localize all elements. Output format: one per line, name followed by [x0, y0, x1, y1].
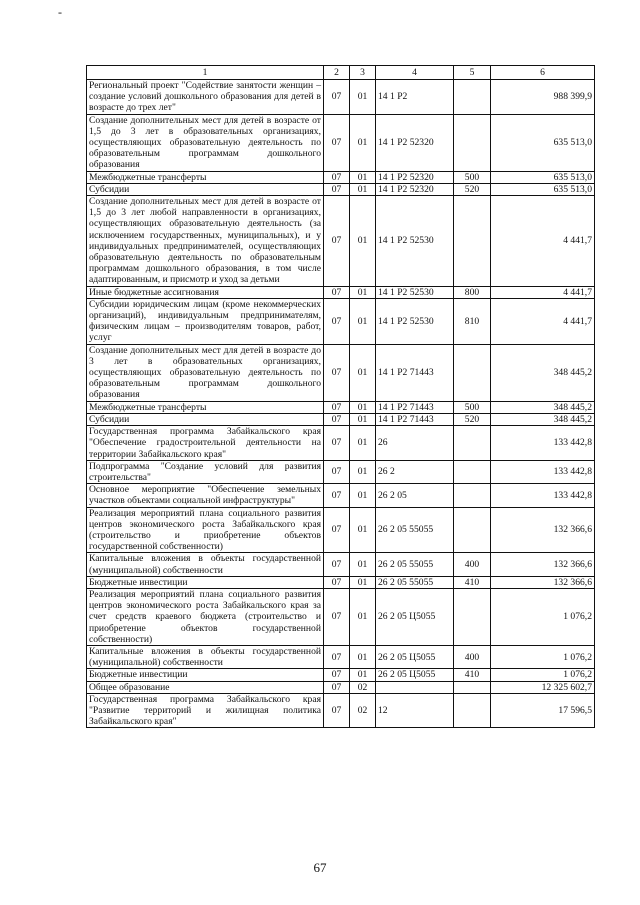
corner-mark: -: [58, 5, 62, 19]
section-code-cell: 07: [324, 401, 350, 413]
header-cell-3: 3: [350, 66, 376, 80]
expense-type-cell: 410: [454, 576, 491, 588]
expense-type-cell: [454, 196, 491, 287]
expense-type-cell: [454, 484, 491, 507]
section-code-cell: 07: [324, 344, 350, 401]
section-code-cell: 07: [324, 681, 350, 693]
row-name-cell: Иные бюджетные ассигнования: [87, 286, 324, 298]
row-name-cell: Субсидии: [87, 413, 324, 425]
row-name-cell: Государственная программа Забайкальского края "Развитие территорий и жилищная политика Забайкальского края": [87, 693, 324, 728]
subsection-code-cell: 01: [350, 460, 376, 483]
expense-type-cell: [454, 588, 491, 645]
section-code-cell: 07: [324, 183, 350, 195]
amount-cell: 133 442,8: [491, 460, 595, 483]
table-row: [87, 80, 595, 115]
row-name-cell: Подпрограмма "Создание условий для развития строительства": [87, 460, 324, 483]
target-article-cell: 12: [376, 693, 454, 728]
amount-cell: 1 076,2: [491, 645, 595, 668]
target-article-cell: 14 1 P2 52320: [376, 183, 454, 195]
expense-type-cell: 500: [454, 171, 491, 183]
row-name-cell: Капитальные вложения в объекты государственной (муниципальной) собственности: [87, 553, 324, 576]
subsection-code-cell: 01: [350, 298, 376, 344]
table-row: [87, 669, 595, 681]
row-name-cell: Создание дополнительных мест для детей в возрасте от 1,5 до 3 лет в образовательных организациях, осуществляющих образовательную деятельность по образовательным программам дошкольного образования: [87, 114, 324, 171]
section-code-cell: 07: [324, 286, 350, 298]
expense-type-cell: [454, 693, 491, 728]
table-row: [87, 183, 595, 195]
expense-type-cell: 520: [454, 183, 491, 195]
amount-cell: 4 441,7: [491, 286, 595, 298]
subsection-code-cell: 01: [350, 80, 376, 115]
amount-cell: 635 513,0: [491, 183, 595, 195]
target-article-cell: 26 2 05 Ц5055: [376, 669, 454, 681]
target-article-cell: 26: [376, 426, 454, 461]
table-row: [87, 298, 595, 344]
target-article-cell: 14 1 P2 71443: [376, 413, 454, 425]
subsection-code-cell: 01: [350, 588, 376, 645]
target-article-cell: 14 1 P2 52530: [376, 196, 454, 287]
amount-cell: 348 445,2: [491, 413, 595, 425]
expense-type-cell: [454, 344, 491, 401]
amount-cell: 12 325 602,7: [491, 681, 595, 693]
target-article-cell: 14 1 P2 52530: [376, 298, 454, 344]
subsection-code-cell: 01: [350, 553, 376, 576]
section-code-cell: 07: [324, 645, 350, 668]
target-article-cell: 14 1 P2 71443: [376, 401, 454, 413]
subsection-code-cell: 01: [350, 114, 376, 171]
expense-type-cell: 500: [454, 401, 491, 413]
subsection-code-cell: 01: [350, 171, 376, 183]
row-name-cell: Государственная программа Забайкальского края "Обеспечение градостроительной деятельности на территории Забайкальского края": [87, 426, 324, 461]
table-row: [87, 413, 595, 425]
section-code-cell: 07: [324, 413, 350, 425]
section-code-cell: 07: [324, 693, 350, 728]
row-name-cell: Межбюджетные трансферты: [87, 401, 324, 413]
table-row: [87, 286, 595, 298]
amount-cell: 1 076,2: [491, 588, 595, 645]
target-article-cell: 14 1 P2 71443: [376, 344, 454, 401]
target-article-cell: 14 1 P2: [376, 80, 454, 115]
subsection-code-cell: 01: [350, 183, 376, 195]
budget-table-body: [87, 66, 595, 728]
amount-cell: 1 076,2: [491, 669, 595, 681]
section-code-cell: 07: [324, 196, 350, 287]
row-name-cell: Субсидии: [87, 183, 324, 195]
amount-cell: 133 442,8: [491, 426, 595, 461]
row-name-cell: Бюджетные инвестиции: [87, 669, 324, 681]
expense-type-cell: 400: [454, 553, 491, 576]
table-row: [87, 484, 595, 507]
table-row: [87, 588, 595, 645]
subsection-code-cell: 02: [350, 693, 376, 728]
header-cell-4: 4: [376, 66, 454, 80]
subsection-code-cell: 01: [350, 645, 376, 668]
target-article-cell: [376, 681, 454, 693]
subsection-code-cell: 01: [350, 413, 376, 425]
target-article-cell: 26 2 05 55055: [376, 576, 454, 588]
row-name-cell: Создание дополнительных мест для детей в возрасте от 1,5 до 3 лет любой направленности в организациях, осуществляющих образовательную деятельность (за исключением государственных, муниципальных), и у индивидуальных предпринимателей, осуществляющих образовательную деятельность по образовательным программам дошкольного образования, в том числе адаптированным, и присмотр и уход за детьми: [87, 196, 324, 287]
amount-cell: 348 445,2: [491, 401, 595, 413]
target-article-cell: 14 1 P2 52320: [376, 114, 454, 171]
row-name-cell: Создание дополнительных мест для детей в возрасте до 3 лет в образовательных организациях, осуществляющих образовательную деятельность по образовательным программам дошкольного образования: [87, 344, 324, 401]
amount-cell: 132 366,6: [491, 576, 595, 588]
section-code-cell: 07: [324, 507, 350, 553]
subsection-code-cell: 01: [350, 286, 376, 298]
amount-cell: 348 445,2: [491, 344, 595, 401]
expense-type-cell: 800: [454, 286, 491, 298]
header-cell-2: 2: [324, 66, 350, 80]
amount-cell: 4 441,7: [491, 196, 595, 287]
expense-type-cell: [454, 80, 491, 115]
section-code-cell: 07: [324, 669, 350, 681]
section-code-cell: 07: [324, 171, 350, 183]
table-row: [87, 553, 595, 576]
subsection-code-cell: 01: [350, 401, 376, 413]
table-row: [87, 114, 595, 171]
subsection-code-cell: 01: [350, 344, 376, 401]
section-code-cell: 07: [324, 426, 350, 461]
table-row: [87, 460, 595, 483]
expense-type-cell: [454, 460, 491, 483]
subsection-code-cell: 01: [350, 426, 376, 461]
amount-cell: 133 442,8: [491, 484, 595, 507]
subsection-code-cell: 01: [350, 576, 376, 588]
amount-cell: 988 399,9: [491, 80, 595, 115]
row-name-cell: Региональный проект "Содействие занятости женщин – создание условий дошкольного образования для детей в возрасте до трех лет": [87, 80, 324, 115]
table-header-row: [87, 66, 595, 80]
expense-type-cell: 410: [454, 669, 491, 681]
amount-cell: 635 513,0: [491, 171, 595, 183]
target-article-cell: 26 2 05 55055: [376, 507, 454, 553]
amount-cell: 17 596,5: [491, 693, 595, 728]
target-article-cell: 26 2 05 Ц5055: [376, 645, 454, 668]
section-code-cell: 07: [324, 484, 350, 507]
section-code-cell: 07: [324, 80, 350, 115]
table-row: [87, 681, 595, 693]
expense-type-cell: [454, 426, 491, 461]
subsection-code-cell: 01: [350, 196, 376, 287]
section-code-cell: 07: [324, 298, 350, 344]
amount-cell: 635 513,0: [491, 114, 595, 171]
target-article-cell: 26 2 05 Ц5055: [376, 588, 454, 645]
expense-type-cell: 400: [454, 645, 491, 668]
row-name-cell: Реализация мероприятий плана социального развития центров экономического роста Забайкальского края за счет средств краевого бюджета (строительство и приобретение объектов государственной собственности): [87, 588, 324, 645]
expense-type-cell: 810: [454, 298, 491, 344]
row-name-cell: Субсидии юридическим лицам (кроме некоммерческих организаций), индивидуальным предпринимателям, физическим лицам – производителям товаров, работ, услуг: [87, 298, 324, 344]
amount-cell: 132 366,6: [491, 507, 595, 553]
page-number: 67: [313, 860, 327, 875]
row-name-cell: Межбюджетные трансферты: [87, 171, 324, 183]
table-row: [87, 401, 595, 413]
budget-table: [86, 65, 595, 728]
expense-type-cell: 520: [454, 413, 491, 425]
expense-type-cell: [454, 681, 491, 693]
subsection-code-cell: 01: [350, 484, 376, 507]
target-article-cell: 14 1 P2 52320: [376, 171, 454, 183]
header-cell-1: 1: [87, 66, 324, 80]
row-name-cell: Реализация мероприятий плана социального развития центров экономического роста Забайкальского края (строительство и приобретение объектов государственной собственности): [87, 507, 324, 553]
section-code-cell: 07: [324, 588, 350, 645]
section-code-cell: 07: [324, 114, 350, 171]
target-article-cell: 26 2 05: [376, 484, 454, 507]
table-row: [87, 507, 595, 553]
expense-type-cell: [454, 507, 491, 553]
section-code-cell: 07: [324, 576, 350, 588]
amount-cell: 132 366,6: [491, 553, 595, 576]
header-cell-6: 6: [491, 66, 595, 80]
table-row: [87, 171, 595, 183]
row-name-cell: Основное мероприятие "Обеспечение земельных участков объектами социальной инфраструктуры": [87, 484, 324, 507]
table-row: [87, 645, 595, 668]
target-article-cell: 26 2: [376, 460, 454, 483]
amount-cell: 4 441,7: [491, 298, 595, 344]
row-name-cell: Бюджетные инвестиции: [87, 576, 324, 588]
table-row: [87, 426, 595, 461]
target-article-cell: 14 1 P2 52530: [376, 286, 454, 298]
section-code-cell: 07: [324, 460, 350, 483]
table-row: [87, 196, 595, 287]
subsection-code-cell: 01: [350, 669, 376, 681]
subsection-code-cell: 02: [350, 681, 376, 693]
subsection-code-cell: 01: [350, 507, 376, 553]
table-row: [87, 344, 595, 401]
expense-type-cell: [454, 114, 491, 171]
target-article-cell: 26 2 05 55055: [376, 553, 454, 576]
table-row: [87, 576, 595, 588]
table-row: [87, 693, 595, 728]
row-name-cell: Капитальные вложения в объекты государственной (муниципальной) собственности: [87, 645, 324, 668]
row-name-cell: Общее образование: [87, 681, 324, 693]
header-cell-5: 5: [454, 66, 491, 80]
section-code-cell: 07: [324, 553, 350, 576]
